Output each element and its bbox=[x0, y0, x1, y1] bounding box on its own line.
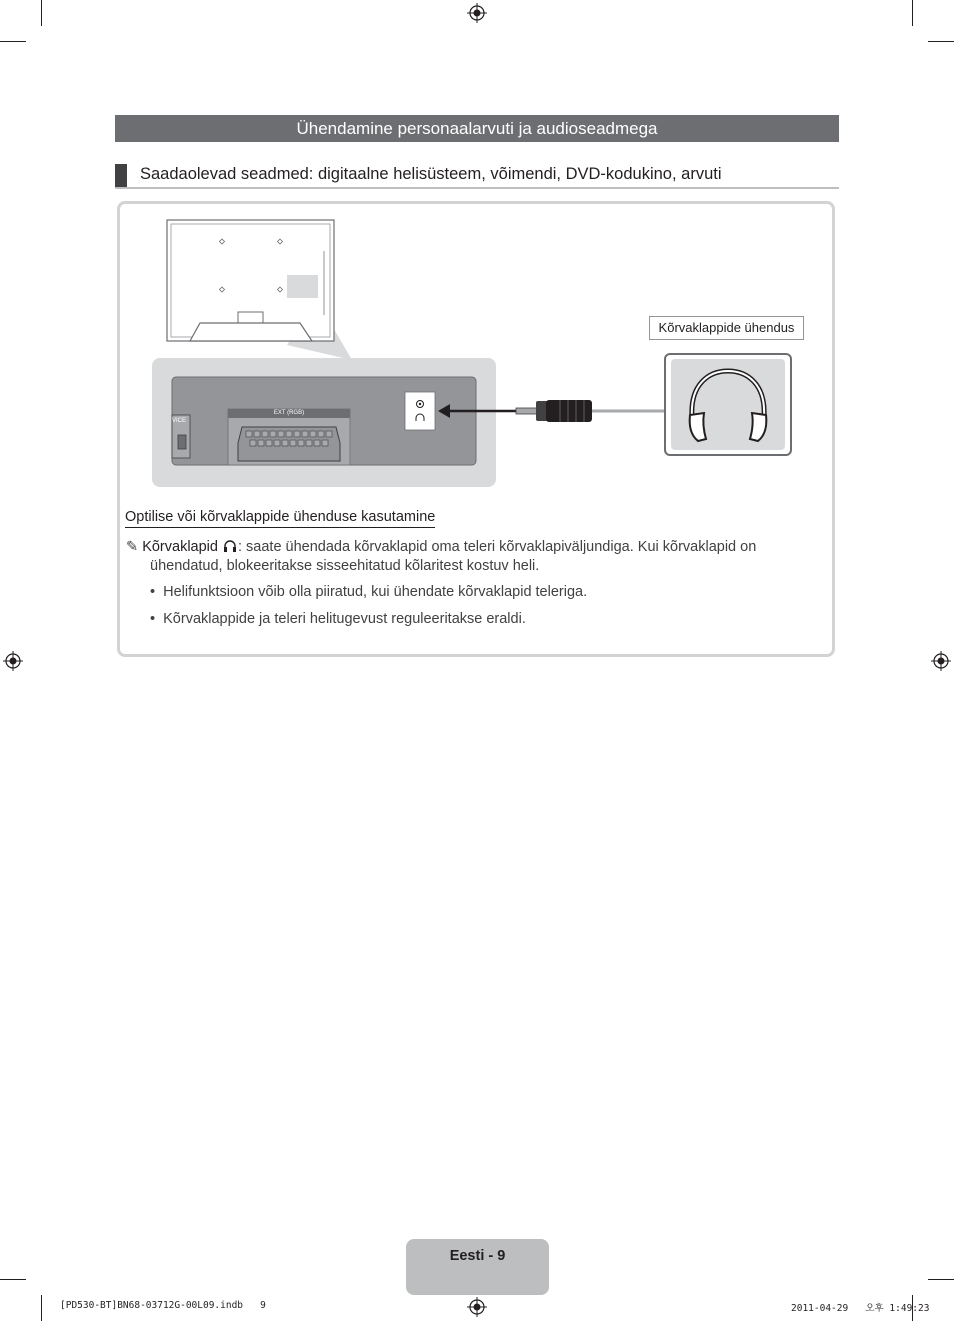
registration-mark-icon bbox=[467, 3, 487, 23]
registration-mark-icon bbox=[931, 651, 951, 671]
list-item bbox=[150, 610, 526, 629]
crop-mark bbox=[0, 1279, 26, 1280]
bullet-text: Helifunktsioon võib olla piiratud, kui ühendate kõrvaklapid teleriga. bbox=[163, 584, 588, 600]
crop-mark bbox=[0, 41, 26, 42]
usage-heading: Optilise või kõrvaklappide ühenduse kasutamine bbox=[125, 508, 435, 528]
page-number: Eesti - 9 bbox=[406, 1239, 549, 1295]
crop-mark bbox=[928, 1279, 954, 1280]
registration-mark-icon bbox=[467, 1297, 487, 1317]
crop-mark bbox=[41, 0, 42, 26]
headphones-icon bbox=[680, 365, 776, 445]
headphone-callout: Kõrvaklappide ühendus bbox=[649, 316, 804, 340]
subheading-rule bbox=[115, 187, 839, 189]
note-text-line-2: ühendatud, blokeeritakse sisseehitatud kõlaritest kostuv heli. bbox=[150, 558, 540, 574]
headphone-note bbox=[126, 538, 806, 576]
headphone-plug-icon bbox=[516, 400, 664, 422]
registration-mark-icon bbox=[3, 651, 23, 671]
connection-diagram bbox=[150, 215, 670, 490]
side-port-label: VICE bbox=[172, 418, 187, 424]
bullet-icon: • bbox=[150, 611, 164, 627]
list-item bbox=[150, 583, 587, 602]
crop-mark bbox=[928, 41, 954, 42]
subheading-marker bbox=[115, 164, 127, 188]
crop-mark bbox=[912, 0, 913, 26]
section-title: Ühendamine personaalarvuti ja audioseadmega bbox=[115, 115, 839, 142]
footer-timestamp: 2011-04-29 오후 1:49:23 bbox=[791, 1303, 930, 1314]
subheading: Saadaolevad seadmed: digitaalne helisüsteem, võimendi, DVD-kodukino, arvuti bbox=[140, 165, 722, 183]
crop-mark bbox=[41, 1295, 42, 1321]
scart-label: EXT (RGB) bbox=[273, 410, 305, 416]
note-text-line-1: : saate ühendada kõrvaklapid oma teleri kõrvaklapiväljundiga. Kui kõrvaklapid on bbox=[237, 539, 757, 555]
note-title: Kõrvaklapid bbox=[142, 539, 218, 555]
bullet-text: Kõrvaklappide ja teleri helitugevust reguleeritakse eraldi. bbox=[163, 611, 526, 627]
footer-file: [PD530-BT]BN68-03712G-00L09.indb 9 bbox=[60, 1300, 266, 1311]
bullet-icon: • bbox=[150, 584, 164, 600]
headphone-symbol-icon bbox=[222, 539, 238, 553]
headphone-jack-icon bbox=[405, 392, 435, 430]
pencil-note-icon: ✎ bbox=[126, 539, 143, 555]
tv-back-icon bbox=[167, 220, 334, 341]
